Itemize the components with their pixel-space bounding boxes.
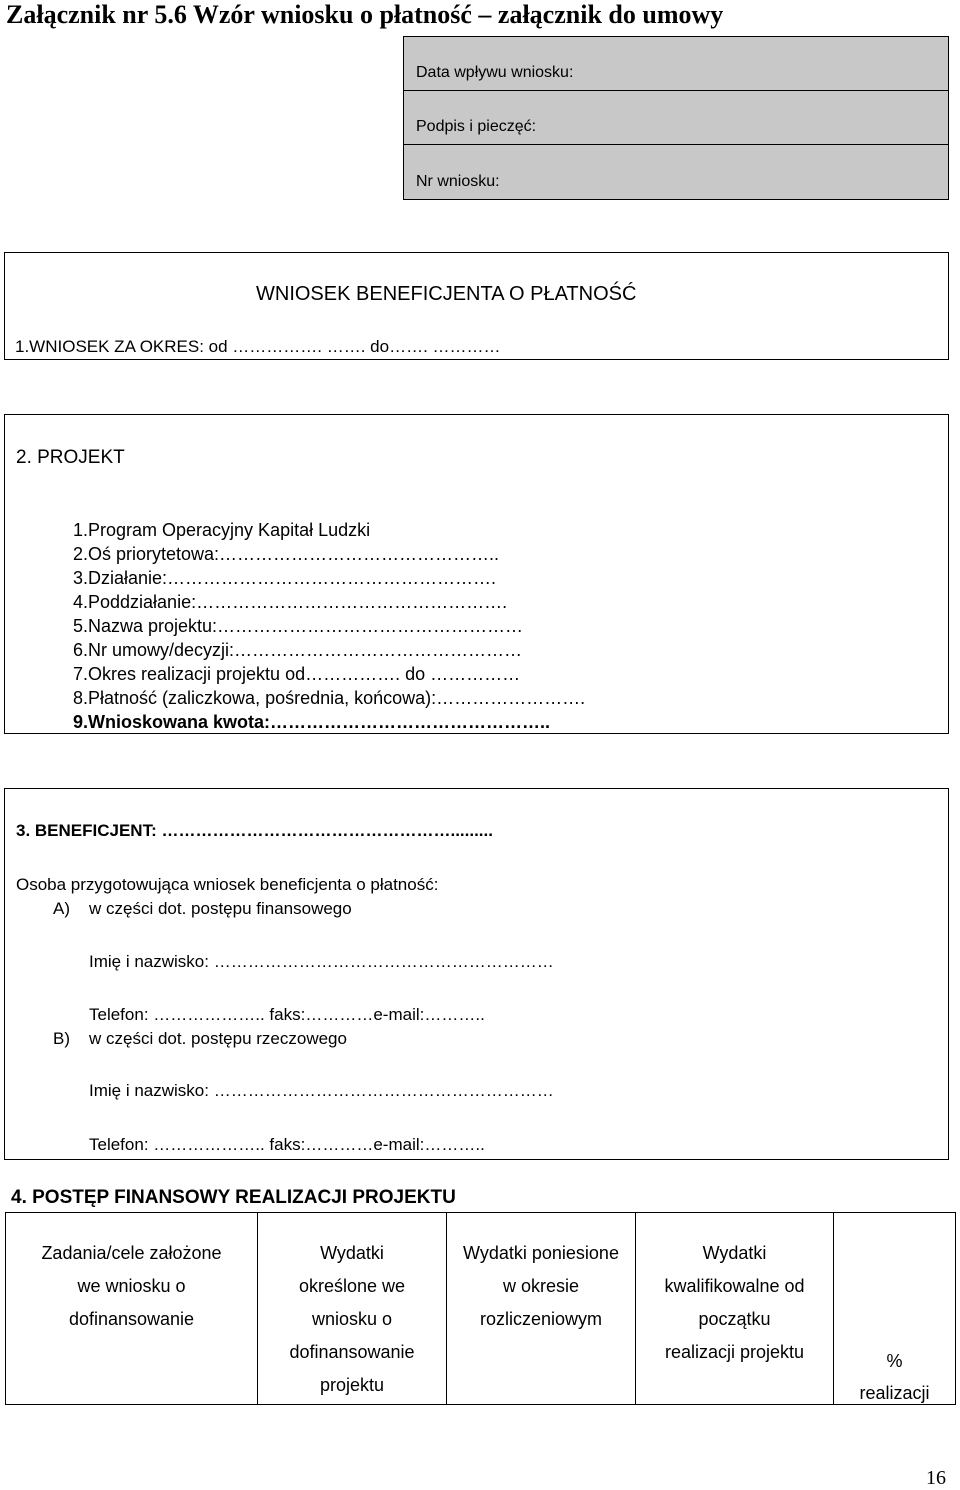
header-line: początku <box>698 1309 771 1329</box>
header-line: realizacji projektu <box>664 1342 805 1362</box>
part-b-label: B) <box>53 1029 70 1048</box>
office-row-label: Podpis i pieczęć: <box>416 118 537 135</box>
page-number: 16 <box>926 1467 946 1489</box>
header-line: dofinansowanie <box>68 1309 195 1329</box>
item-number: 4. <box>72 592 88 612</box>
item-text: Poddziałanie:……………………………………………. <box>88 592 508 612</box>
office-row-label: Nr wniosku: <box>416 173 500 190</box>
table-row <box>6 1213 956 1405</box>
table-header-cell <box>636 1213 834 1405</box>
header-line: określone we <box>298 1276 406 1296</box>
application-heading: WNIOSEK BENEFICJENTA O PŁATNOŚĆ <box>256 283 637 305</box>
table-header-cell <box>258 1213 447 1405</box>
office-row <box>404 37 948 91</box>
office-row-label: Data wpływu wniosku: <box>416 64 574 81</box>
contact-intro: Osoba przygotowująca wniosek beneficjenta o płatność: <box>16 875 439 894</box>
item-text: Płatność (zaliczkowa, pośrednia, końcowa):……………………. <box>88 688 586 708</box>
header-line: w okresie <box>502 1276 580 1296</box>
beneficiary-heading: 3. BENEFICJENT: ……………………………………………......... <box>16 821 493 840</box>
item-text: Nazwa projektu:…………………………………………… <box>88 616 524 636</box>
list-item <box>50 688 586 712</box>
item-number: 1. <box>72 520 88 540</box>
application-header-box <box>4 252 949 360</box>
part-a-name-line: Imię i nazwisko: …………………………………………………… <box>89 952 554 971</box>
list-item <box>50 712 551 736</box>
table-header-cell <box>447 1213 636 1405</box>
list-item <box>50 616 524 640</box>
office-row <box>404 145 948 199</box>
table-header-cell <box>6 1213 258 1405</box>
header-line: we wniosku o <box>77 1276 186 1296</box>
item-number: 2. <box>72 544 88 564</box>
beneficiary-section <box>4 788 949 1160</box>
list-item <box>50 520 371 544</box>
header-line: Wydatki <box>702 1243 767 1263</box>
part-a-label: A) <box>53 899 70 918</box>
item-text: Działanie:………………………………………………. <box>88 568 497 588</box>
list-item <box>50 544 500 568</box>
period-line: 1.WNIOSEK ZA OKRES: od ……………. ……. do……. ………… <box>15 337 501 356</box>
financial-progress-table <box>5 1212 956 1405</box>
item-number: 6. <box>72 640 88 660</box>
part-b-name-line: Imię i nazwisko: …………………………………………………… <box>89 1081 554 1100</box>
header-line: kwalifikowalne od <box>664 1276 805 1296</box>
header-line: % <box>886 1351 903 1371</box>
part-a-text: w części dot. postępu finansowego <box>89 899 352 918</box>
header-line: Wydatki poniesione <box>463 1243 619 1263</box>
item-text: Oś priorytetowa:……………………………………….. <box>88 544 500 564</box>
item-number: 8. <box>72 688 88 708</box>
item-number: 7. <box>72 664 88 684</box>
list-item <box>50 568 497 592</box>
item-text: Okres realizacji projektu od……………. do …………… <box>88 664 521 684</box>
item-text: Wnioskowana kwota:……………………………………….. <box>88 712 551 732</box>
table-header-cell <box>834 1213 956 1405</box>
header-line: wniosku o <box>311 1309 393 1329</box>
part-b-text: w części dot. postępu rzeczowego <box>89 1029 347 1048</box>
header-line: realizacji <box>859 1383 930 1403</box>
header-line: dofinansowanie <box>289 1342 415 1362</box>
office-use-box <box>403 36 949 200</box>
document-title: Załącznik nr 5.6 Wzór wniosku o płatność – załącznik do umowy <box>6 0 724 29</box>
list-item <box>50 640 523 664</box>
part-b-contact-line: Telefon: ……………….. faks:…………e-mail:……….. <box>89 1135 485 1154</box>
item-number: 5. <box>72 616 88 636</box>
header-line: Wydatki <box>320 1243 384 1263</box>
project-heading: 2. PROJEKT <box>16 447 125 468</box>
header-line: rozliczeniowym <box>479 1309 603 1329</box>
item-number: 9. <box>72 712 88 732</box>
list-item <box>50 664 521 688</box>
item-number: 3. <box>72 568 88 588</box>
header-line: Zadania/cele założone <box>41 1243 222 1263</box>
financial-heading: 4. POSTĘP FINANSOWY REALIZACJI PROJEKTU <box>11 1187 456 1208</box>
part-a-contact-line: Telefon: ……………….. faks:…………e-mail:……….. <box>89 1005 485 1024</box>
item-text: Program Operacyjny Kapitał Ludzki <box>88 520 371 540</box>
item-text: Nr umowy/decyzji:………………………………………… <box>88 640 523 660</box>
office-row <box>404 91 948 145</box>
header-line: projektu <box>319 1375 385 1395</box>
list-item <box>50 592 508 616</box>
